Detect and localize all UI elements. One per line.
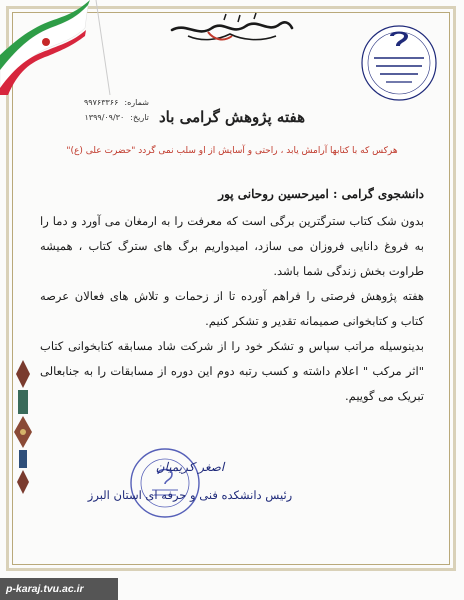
date-label: تاریخ: — [130, 113, 149, 122]
website-url-tag[interactable] — [0, 578, 118, 600]
hadith-quote: هرکس که با کتابها آرامش یابد ، راحتی و آسایش از او سلب نمی گردد "حضرت علی (ع)" — [66, 146, 398, 156]
recipient-line — [40, 182, 424, 207]
number-label: شماره: — [124, 98, 149, 107]
letter-paragraph-2: هفته پژوهش فرصتی را فراهم آورده تا از زحمات و تلاش های فعالان عرصه کتاب و کتابخوانی صمیمانه تقدیر و تشکر کنیم. — [40, 289, 424, 328]
decorative-ornament-icon — [12, 360, 34, 500]
recipient-label: دانشجوی گرامی : — [333, 187, 424, 201]
recipient-name: امیرحسین روحانی پور — [218, 187, 329, 201]
letter-paragraph-1: بدون شک کتاب سترگترین برگی است که معرفت را به ارمغان می آورد و دما را به فروغ دانایی فروزان می سازد، امیدواریم برگ های سترگ کتاب ، همیشه طراوت بخش زندگی شما باشد. — [40, 214, 424, 278]
bismillah-calligraphy-icon — [168, 10, 296, 48]
number-value: ۹۹۷۶۳۳۶۶ — [84, 98, 119, 107]
letter-paragraph-3: بدینوسیله مراتب سپاس و تشکر خود را از شرکت شاد مسابقه کتابخوانی کتاب "اثر مرکب " اعلام داشته و کسب رتبه دوم این دوره از مسابقات را به جنابعالی تبریک می گوییم. — [40, 339, 424, 403]
signatory-name: اصغر کریمیان — [155, 460, 225, 474]
signature-block — [40, 460, 340, 502]
signatory-title: رئیس دانشکده فنی و حرفه ای استان البرز — [87, 488, 293, 502]
certificate-title: هفته پژوهش گرامی باد — [158, 108, 305, 126]
reference-number-row — [84, 98, 149, 107]
date-value: ۱۳۹۹/۰۹/۳۰ — [84, 113, 125, 122]
letter-body — [40, 182, 424, 409]
website-url[interactable]: p-karaj.tvu.ac.ir — [6, 583, 84, 595]
iran-flag-icon — [0, 0, 140, 95]
university-logo-icon — [360, 24, 438, 102]
